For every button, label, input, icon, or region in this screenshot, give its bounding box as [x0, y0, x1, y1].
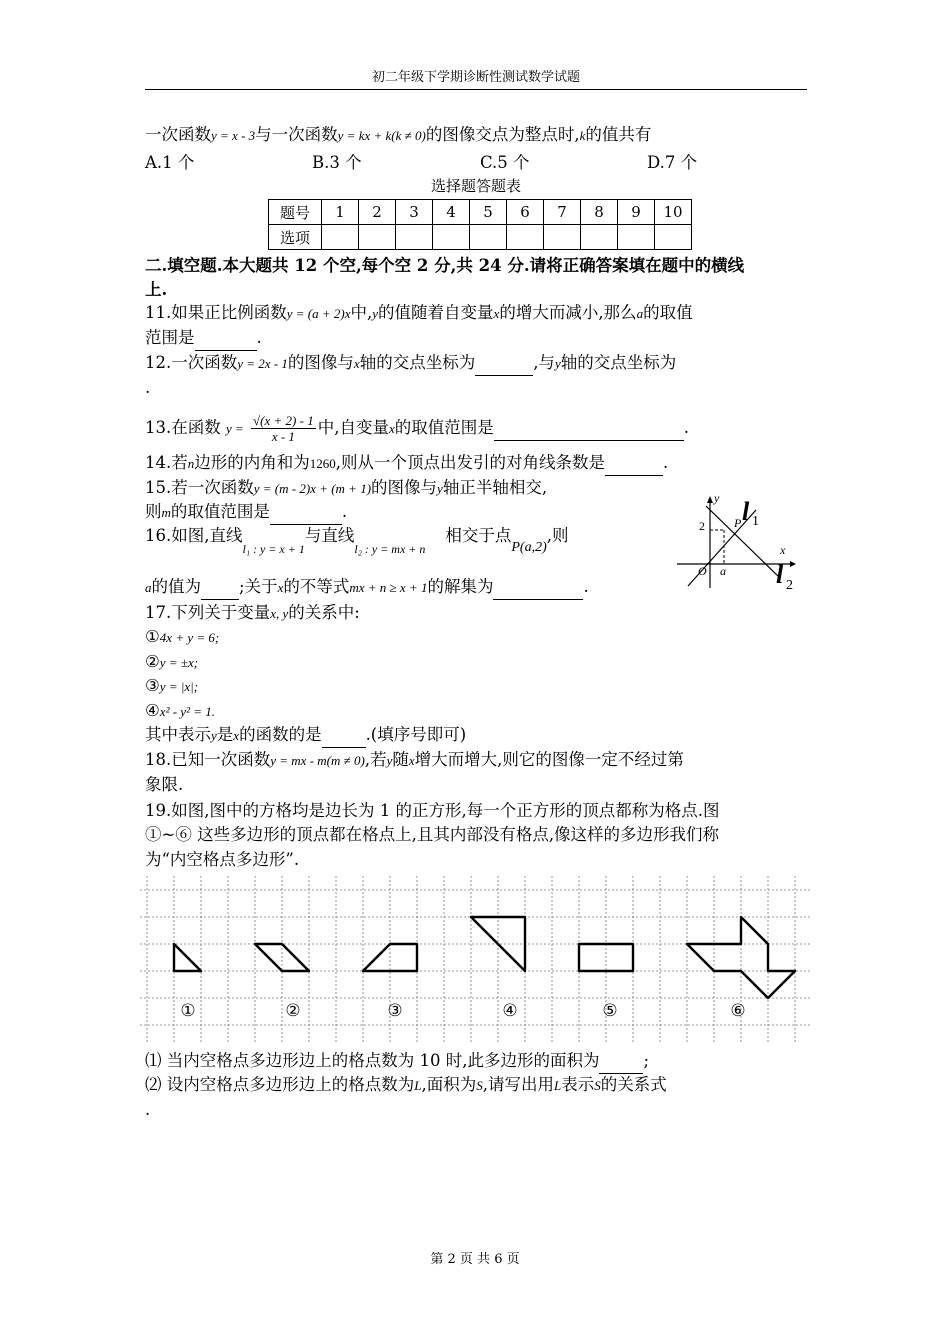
question-19: 19.如图,图中的方格均是边长为 1 的正方形,每一个正方形的顶点都称为格点.图 [145, 801, 720, 820]
question-16-cont: a的值为 ;关于x的不等式mx + n ≥ x + 1的解集为 . [145, 575, 685, 600]
y-axis-arrow-icon [707, 496, 713, 503]
l1-subscript: 1 [752, 514, 759, 529]
answer-cell[interactable] [655, 225, 692, 250]
option-b: B.3 个 [312, 153, 362, 172]
table-cell: 6 [507, 200, 544, 225]
fraction-denominator: x - 1 [271, 429, 295, 444]
list-item: ④x² - y² = 1. [145, 701, 215, 720]
y-axis-label: y [714, 491, 720, 505]
table-cell: 3 [396, 200, 433, 225]
answer-blank[interactable] [195, 326, 257, 351]
option-d: D.7 个 [647, 153, 698, 172]
answer-blank[interactable] [493, 575, 583, 600]
question-16: 16.如图,直线$_{l_1 : y = x + 1}$与直线$_{l_2 : y = mx + n}$相交于点$_{P(a,2)}$,则 [145, 526, 569, 556]
table-cell: 5 [470, 200, 507, 225]
answer-cell[interactable] [359, 225, 396, 250]
math-expression: y = x - 3 [211, 128, 256, 143]
question-18: 18.已知一次函数y = mx - m(m ≠ 0),若y随x增大而增大,则它的图像一定不经过第 [145, 750, 684, 769]
question-15: 15.若一次函数y = (m - 2)x + (m + 1)的图像与y轴正半轴相交, [145, 478, 548, 497]
fraction [251, 413, 316, 444]
origin-label: O [698, 564, 707, 578]
answer-blank[interactable] [475, 351, 533, 376]
answer-cell[interactable] [544, 225, 581, 250]
list-item: ①4x + y = 6; [145, 627, 220, 646]
figure-label-5: ⑤ [602, 1001, 618, 1020]
question-10: 一次函数y = x - 3与一次函数y = kx + k(k ≠ 0)的图像交点为整点时,k的值共有 [145, 125, 652, 144]
answer-cell[interactable] [433, 225, 470, 250]
question-12-cont: . [145, 378, 151, 397]
question-19-end: . [145, 1100, 151, 1119]
l2-label: l [776, 560, 784, 589]
question-17-cont: 其中表示y是x的函数的是 .(填序号即可) [145, 723, 807, 748]
q16-graph-figure [672, 490, 807, 590]
answer-cell[interactable] [581, 225, 618, 250]
point-p-label: P [734, 516, 742, 530]
table-cell: 8 [581, 200, 618, 225]
question-14: 14.若n边形的内角和为1260,则从一个顶点出发引的对角线条数是 . [145, 451, 807, 476]
figure-label-1: ① [180, 1001, 196, 1020]
answer-blank[interactable] [605, 451, 663, 476]
dotted-grid [140, 876, 810, 1042]
x-axis-arrow-icon [790, 561, 796, 567]
figure-label-6: ⑥ [730, 1001, 746, 1020]
question-15-cont: 则m的取值范围是 . [145, 500, 685, 525]
table-header-cell: 题号 [269, 200, 322, 225]
x-axis-label: x [780, 543, 786, 557]
question-11: 11.如果正比例函数y = (a + 2)x中,y的值随着自变量x的增大而减小,那么a的取值 [145, 303, 693, 322]
table-cell: 7 [544, 200, 581, 225]
question-18-cont: 象限. [145, 775, 184, 794]
polygon-1 [174, 944, 201, 971]
answer-blank[interactable] [270, 500, 342, 525]
answer-blank[interactable] [322, 723, 366, 748]
question-13: 13.在函数 y = $\frac{√(x + 2) - 1}{x - 1}$ 中,自变量x的取值范围是 . [145, 413, 689, 444]
answer-table [268, 199, 692, 250]
question-11-cont: 范围是 . [145, 326, 807, 351]
question-17: 17.下列关于变量x, y的关系中: [145, 603, 360, 622]
l2-subscript: 2 [786, 578, 793, 590]
question-19-sub2: ⑵ 设内空格点多边形边上的格点数为L,面积为S,请写出用L表示S的关系式 [145, 1075, 667, 1094]
figure-label-2: ② [285, 1001, 301, 1020]
list-item: ③y = |x|; [145, 676, 199, 695]
page-footer: 第 2 页 共 6 页 [430, 1252, 520, 1267]
table-cell: 1 [322, 200, 359, 225]
figure-label-4: ④ [502, 1001, 518, 1020]
section-heading: 二.填空题.本大题共 12 个空,每个空 2 分,共 24 分.请将正确答案填在题中的横线 [145, 256, 745, 275]
answer-blank[interactable] [201, 575, 239, 600]
answer-table-title: 选择题答题表 [430, 177, 521, 195]
list-item: ②y = ±x; [145, 652, 199, 671]
question-19-cont: ①~⑥ 这些多边形的顶点都在格点上,且其内部没有格点,像这样的多边形我们称 [145, 825, 720, 844]
option-a: A.1 个 [145, 153, 195, 172]
point-a-label: a [720, 564, 726, 578]
question-19-sub1: ⑴ 当内空格点多边形边上的格点数为 10 时,此多边形的面积为 ; [145, 1049, 807, 1074]
table-cell: 9 [618, 200, 655, 225]
lattice-polygon-figure [140, 874, 810, 1044]
answer-cell[interactable] [507, 225, 544, 250]
answer-blank[interactable] [599, 1049, 643, 1074]
question-12: 12.一次函数y = 2x - 1的图像与x轴的交点坐标为 ,与y轴的交点坐标为 [145, 351, 807, 376]
section-heading-cont: 上. [145, 280, 168, 299]
option-c: C.5 个 [480, 153, 530, 172]
question-19-cont: 为“内空格点多边形”. [145, 850, 300, 869]
answer-cell[interactable] [618, 225, 655, 250]
label-two: 2 [699, 519, 705, 533]
l1-label: l [742, 497, 750, 526]
answer-cell[interactable] [470, 225, 507, 250]
page-header: 初二年级下学期诊断性测试数学试题 [145, 66, 807, 90]
table-cell: 2 [359, 200, 396, 225]
table-cell: 10 [655, 200, 692, 225]
table-cell: 4 [433, 200, 470, 225]
figure-label-3: ③ [387, 1001, 403, 1020]
math-expression: y = kx + k(k ≠ 0) [337, 128, 426, 143]
fraction-numerator: √(x + 2) - 1 [253, 413, 314, 428]
table-header-cell: 选项 [269, 225, 322, 250]
answer-cell[interactable] [396, 225, 433, 250]
answer-cell[interactable] [322, 225, 359, 250]
answer-blank[interactable] [494, 416, 684, 441]
